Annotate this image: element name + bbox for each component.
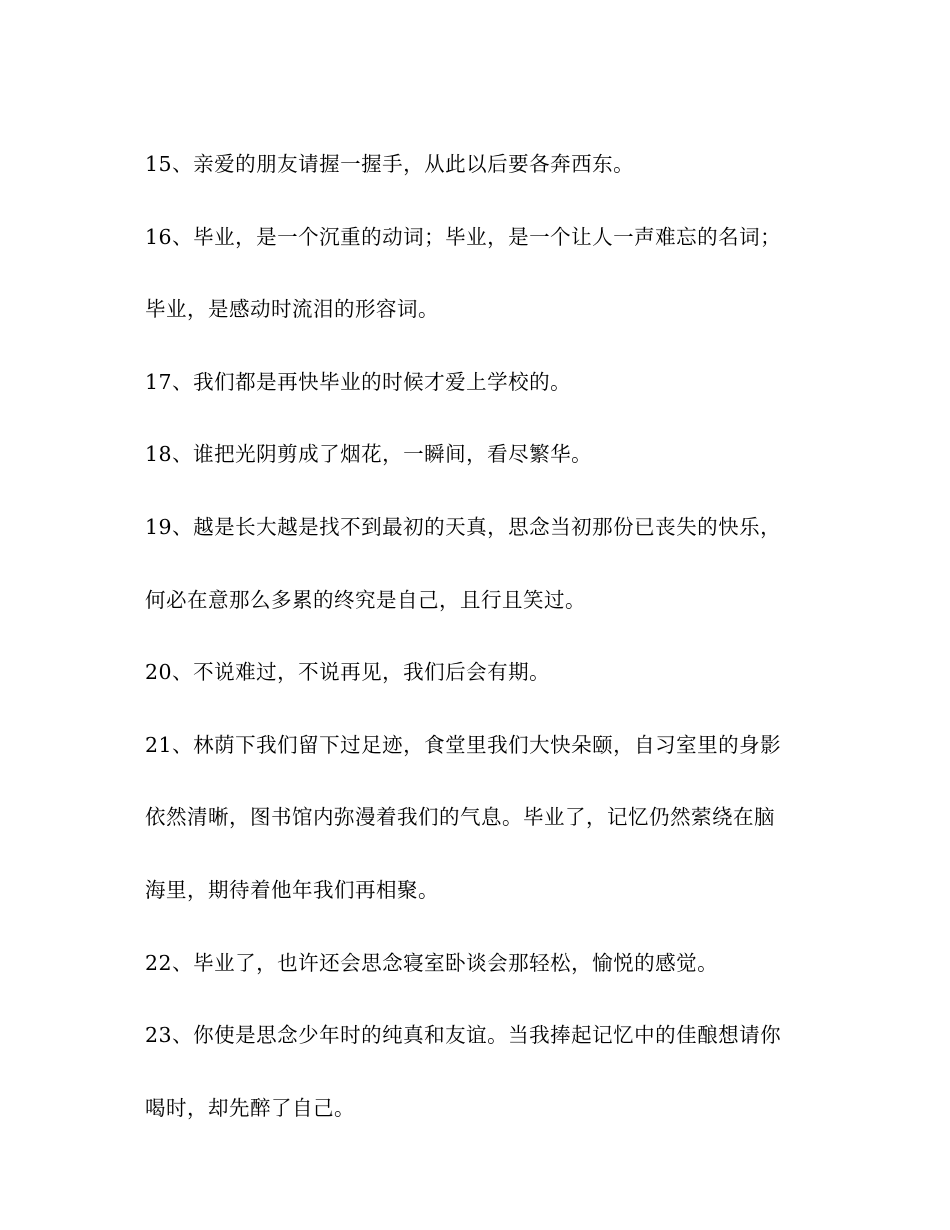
text-line-18: 18、谁把光阴剪成了烟花，一瞬间，看尽繁华。 bbox=[145, 442, 593, 467]
text-line-21c: 海里，期待着他年我们再相聚。 bbox=[145, 877, 439, 902]
document-body bbox=[145, 128, 815, 1144]
text-line-23a: 23、你使是思念少年时的纯真和友谊。当我捧起记忆中的佳酿想请你 bbox=[145, 1023, 782, 1048]
text-line-21b: 依然清晰，图书馆内弥漫着我们的气息。毕业了，记忆仍然萦绕在脑 bbox=[145, 805, 775, 830]
text-line-21a: 21、林荫下我们留下过足迹，食堂里我们大快朵颐，自习室里的身影 bbox=[145, 732, 782, 757]
text-line-20: 20、不说难过，不说再见，我们后会有期。 bbox=[145, 660, 551, 685]
text-line-17: 17、我们都是再快毕业的时候才爱上学校的。 bbox=[145, 369, 572, 394]
text-line-23b: 喝时，却先醉了自己。 bbox=[145, 1095, 355, 1120]
text-line-16b: 毕业，是感动时流泪的形容词。 bbox=[145, 297, 439, 322]
text-line-15: 15、亲爱的朋友请握一握手，从此以后要各奔西东。 bbox=[145, 152, 635, 176]
text-line-19a: 19、越是长大越是找不到最初的天真，思念当初那份已丧失的快乐， bbox=[145, 514, 782, 539]
text-line-22: 22、毕业了，也许还会思念寝室卧谈会那轻松，愉悦的感觉。 bbox=[145, 950, 719, 975]
text-line-19b: 何必在意那么多累的终究是自己，且行且笑过。 bbox=[145, 587, 586, 612]
text-line-16a: 16、毕业，是一个沉重的动词；毕业，是一个让人一声难忘的名词； bbox=[145, 224, 782, 249]
